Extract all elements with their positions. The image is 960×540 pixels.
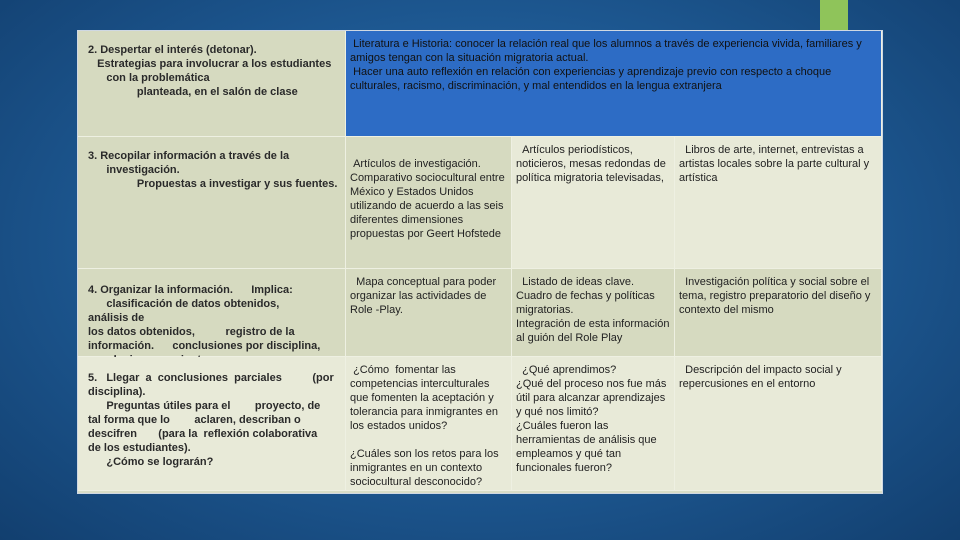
- row-5-col-2: [512, 357, 675, 491]
- row-3-col-1: [346, 137, 512, 269]
- row-5-col-3: [675, 357, 882, 491]
- row-5-step: [78, 357, 346, 491]
- row-4-step-text: 4. Organizar la información. Implica: clasificación de datos obtenidos, análisis de los datos obtenidos, registro de la información. conclusiones por disciplina,: [88, 284, 321, 352]
- row-2-step: [78, 31, 346, 137]
- row-3-col-2: [512, 137, 675, 269]
- row-3-col-1-text: Artículos de investigación. Comparativo sociocultural entre México y Estados Unidos utilizando de acuerdo a las seis diferentes dimensiones propuestas por Geert Hofstede: [350, 158, 505, 240]
- row-5-col-1-text: ¿Cómo fomentar las competencias interculturales que fomenten la aceptación y tolerancia para inmigrantes en los estados unidos? ¿Cuáles son los retos para los inmigrantes en un contexto sociocultural desconocido?: [350, 364, 499, 488]
- row-3-col-3-text: Libros de arte, internet, entrevistas a artistas locales sobre la parte cultural y artística: [679, 144, 873, 184]
- row-3-step: [78, 137, 346, 269]
- row-3-col-3: [675, 137, 882, 269]
- row-2-step-text: 2. Despertar el interés (detonar). Estrategias para involucrar a los estudiantes con la problemática planteada, en el salón de clase: [88, 44, 332, 98]
- row-2-description: [346, 31, 882, 137]
- row-4-step: [78, 269, 346, 357]
- accent-tab: [820, 0, 848, 30]
- row-5-col-3-text: Descripción del impacto social y repercusiones en el entorno: [679, 364, 845, 390]
- row-4-col-2: [512, 269, 675, 357]
- row-2-description-text: Literatura e Historia: conocer la relación real que los alumnos a través de experiencia vivida, familiares y amigos tengan con la situación migratoria actual. Hacer una auto reflexión en relación con experiencias y aprendizaje previo con respecto a choque culturales, racismo, discriminación, y mal entendidos en la lengua extranjera: [350, 38, 862, 92]
- row-3-col-2-text: Artículos periodísticos, noticieros, mesas redondas de política migratoria televisadas,: [516, 144, 669, 184]
- row-5-col-2-text: ¿Qué aprendimos? ¿Qué del proceso nos fue más útil para alcanzar aprendizajes y qué nos limitó? ¿Cuáles fueron las herramientas de análisis que empleamos y qué tan funcionales fueron?: [516, 364, 667, 474]
- row-4-col-2-text: Listado de ideas clave. Cuadro de fechas y políticas migratorias. Integración de esta información al guión del Role Play: [516, 276, 670, 344]
- row-3-step-text: 3. Recopilar información a través de la investigación. Propuestas a investigar y sus fuentes.: [88, 150, 338, 190]
- row-4-col-3: [675, 269, 882, 357]
- row-4-col-1: [346, 269, 512, 357]
- row-5-step-text: 5. Llegar a conclusiones parciales (por disciplina). Preguntas útiles para el proyecto, de tal forma que lo aclaren, describan o descifren (para la reflexión colaborativa de los estudiantes). ¿Cómo se lograrán?: [88, 372, 334, 468]
- row-4-col-1-text: Mapa conceptual para poder organizar las actividades de Role -Play.: [350, 276, 500, 316]
- row-4-col-3-text: Investigación política y social sobre el tema, registro preparatorio del diseño y contexto del mismo: [679, 276, 874, 316]
- row-5-col-1: [346, 357, 512, 491]
- project-table: [77, 30, 883, 494]
